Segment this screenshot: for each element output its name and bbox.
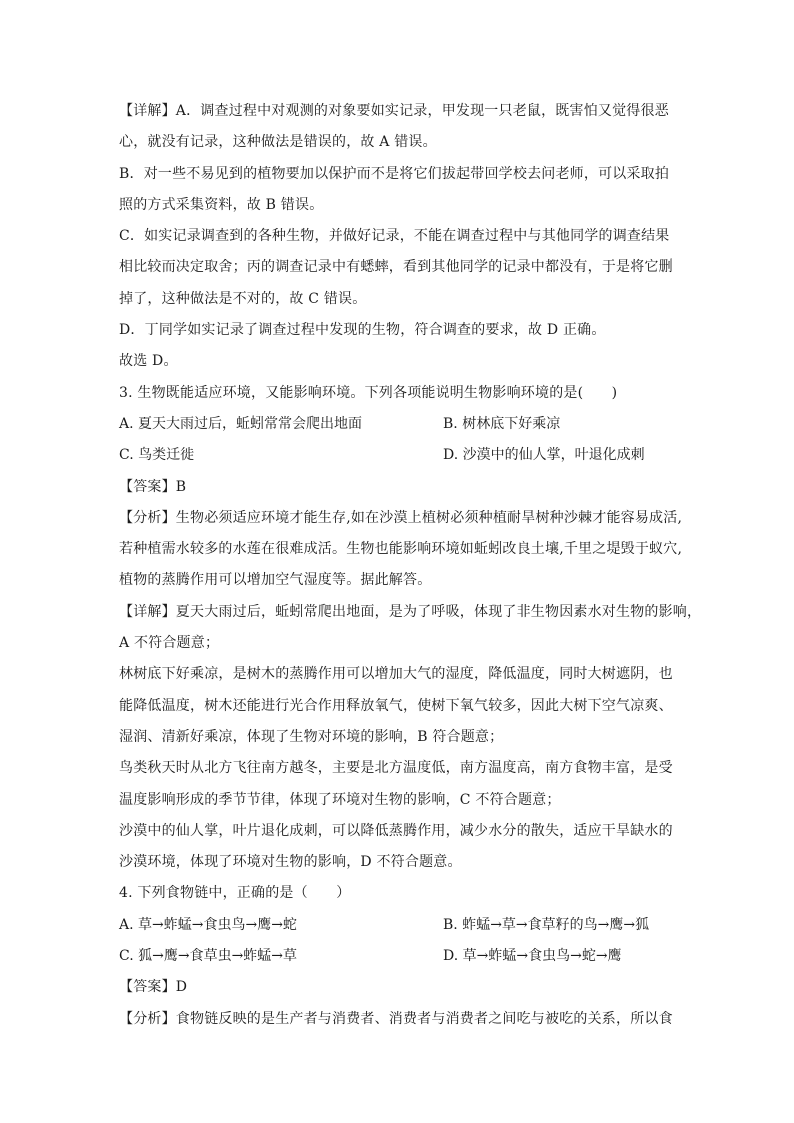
text-line: 林树底下好乘凉，是树木的蒸腾作用可以增加大气的湿度，降低温度，同时大树遮阴，也 <box>119 666 673 683</box>
text-line: 沙漠环境，体现了环境对生物的影响，D 不符合题意。 <box>119 854 462 871</box>
text-line: D．丁同学如实记录了调查过程中发现的生物，符合调查的要求，故 D 正确。 <box>119 322 606 339</box>
text-line: 若种植需水较多的水莲在很难成活。生物也能影响环境如蚯蚓改良土壤,千里之堤毁于蚁穴, <box>119 541 683 558</box>
q4-option-d: D. 草→蚱蜢→食虫鸟→蛇→鹰 <box>443 948 622 965</box>
text-line: 【分析】生物必须适应环境才能生存,如在沙漠上植树必须种植耐旱树种沙棘才能容易成活, <box>119 509 683 526</box>
text-line: 植物的蒸腾作用可以增加空气湿度等。据此解答。 <box>119 572 432 589</box>
text-line: A 不符合题意； <box>119 635 220 652</box>
q4-option-b: B. 蚱蜢→草→食草籽的鸟→鹰→狐 <box>443 916 650 933</box>
q3-answer: 【答案】B <box>119 478 187 495</box>
text-line: 相比较而决定取舍；丙的调查记录中有蟋蟀，看到其他同学的记录中都没有，于是将它删 <box>119 259 673 276</box>
text-line: 【分析】食物链反映的是生产者与消费者、消费者与消费者之间吃与被吃的关系，所以食 <box>119 1010 673 1027</box>
question-3-options-row-2 <box>119 440 679 471</box>
question-4-options-row-2 <box>119 941 679 972</box>
question-4-stem: 4. 下列食物链中，正确的是（ ） <box>119 885 351 902</box>
q4-option-a: A. 草→蚱蜢→食虫鸟→鹰→蛇 <box>119 916 297 933</box>
q4-answer: 【答案】D <box>119 979 188 996</box>
text-line: 温度影响形成的季节节律，体现了环境对生物的影响，C 不符合题意； <box>119 791 561 808</box>
q4-option-c: C. 狐→鹰→食草虫→蚱蜢→草 <box>119 948 298 965</box>
question-4-options-row-1 <box>119 910 679 941</box>
text-line: 故选 D。 <box>119 353 178 370</box>
text-line: 【详解】A．调查过程中对观测的对象要如实记录，甲发现一只老鼠，既害怕又觉得很恶 <box>119 103 669 119</box>
text-line: 掉了，这种做法是不对的，故 C 错误。 <box>119 290 367 307</box>
text-line: 能降低温度，树木还能进行光合作用释放氧气，使树下氧气较多，因此大树下空气凉爽、 <box>119 697 673 714</box>
text-line: 【详解】夏天大雨过后，蚯蚓常爬出地面，是为了呼吸，体现了非生物因素水对生物的影响， <box>119 603 702 620</box>
q3-option-d: D. 沙漠中的仙人掌，叶退化成刺 <box>443 447 645 464</box>
q3-option-a: A. 夏天大雨过后，蚯蚓常常会爬出地面 <box>119 415 363 432</box>
text-line: 沙漠中的仙人掌，叶片退化成刺，可以降低蒸腾作用，减少水分的散失，适应干旱缺水的 <box>119 822 673 839</box>
q3-option-c: C. 鸟类迁徙 <box>119 447 195 464</box>
text-line: 心，就没有记录，这种做法是错误的，故 A 错误。 <box>119 134 437 151</box>
text-line: 湿润、清新好乘凉，体现了生物对环境的影响，B 符合题意； <box>119 728 504 745</box>
text-line: C．如实记录调查到的各种生物，并做好记录，不能在调查过程中与其他同学的调查结果 <box>119 228 670 245</box>
question-3-options-row-1 <box>119 409 679 440</box>
question-3-stem: 3. 生物既能适应环境，又能影响环境。下列各项能说明生物影响环境的是( ) <box>119 384 618 401</box>
text-line: 鸟类秋天时从北方飞往南方越冬，主要是北方温度低，南方温度高，南方食物丰富，是受 <box>119 760 673 777</box>
q3-option-b: B. 树林底下好乘凉 <box>443 415 561 432</box>
text-line: 照的方式采集资料，故 B 错误。 <box>119 196 324 213</box>
text-line: B．对一些不易见到的植物要加以保护而不是将它们拔起带回学校去问老师，可以采取拍 <box>119 165 670 182</box>
document-page <box>119 96 702 1035</box>
